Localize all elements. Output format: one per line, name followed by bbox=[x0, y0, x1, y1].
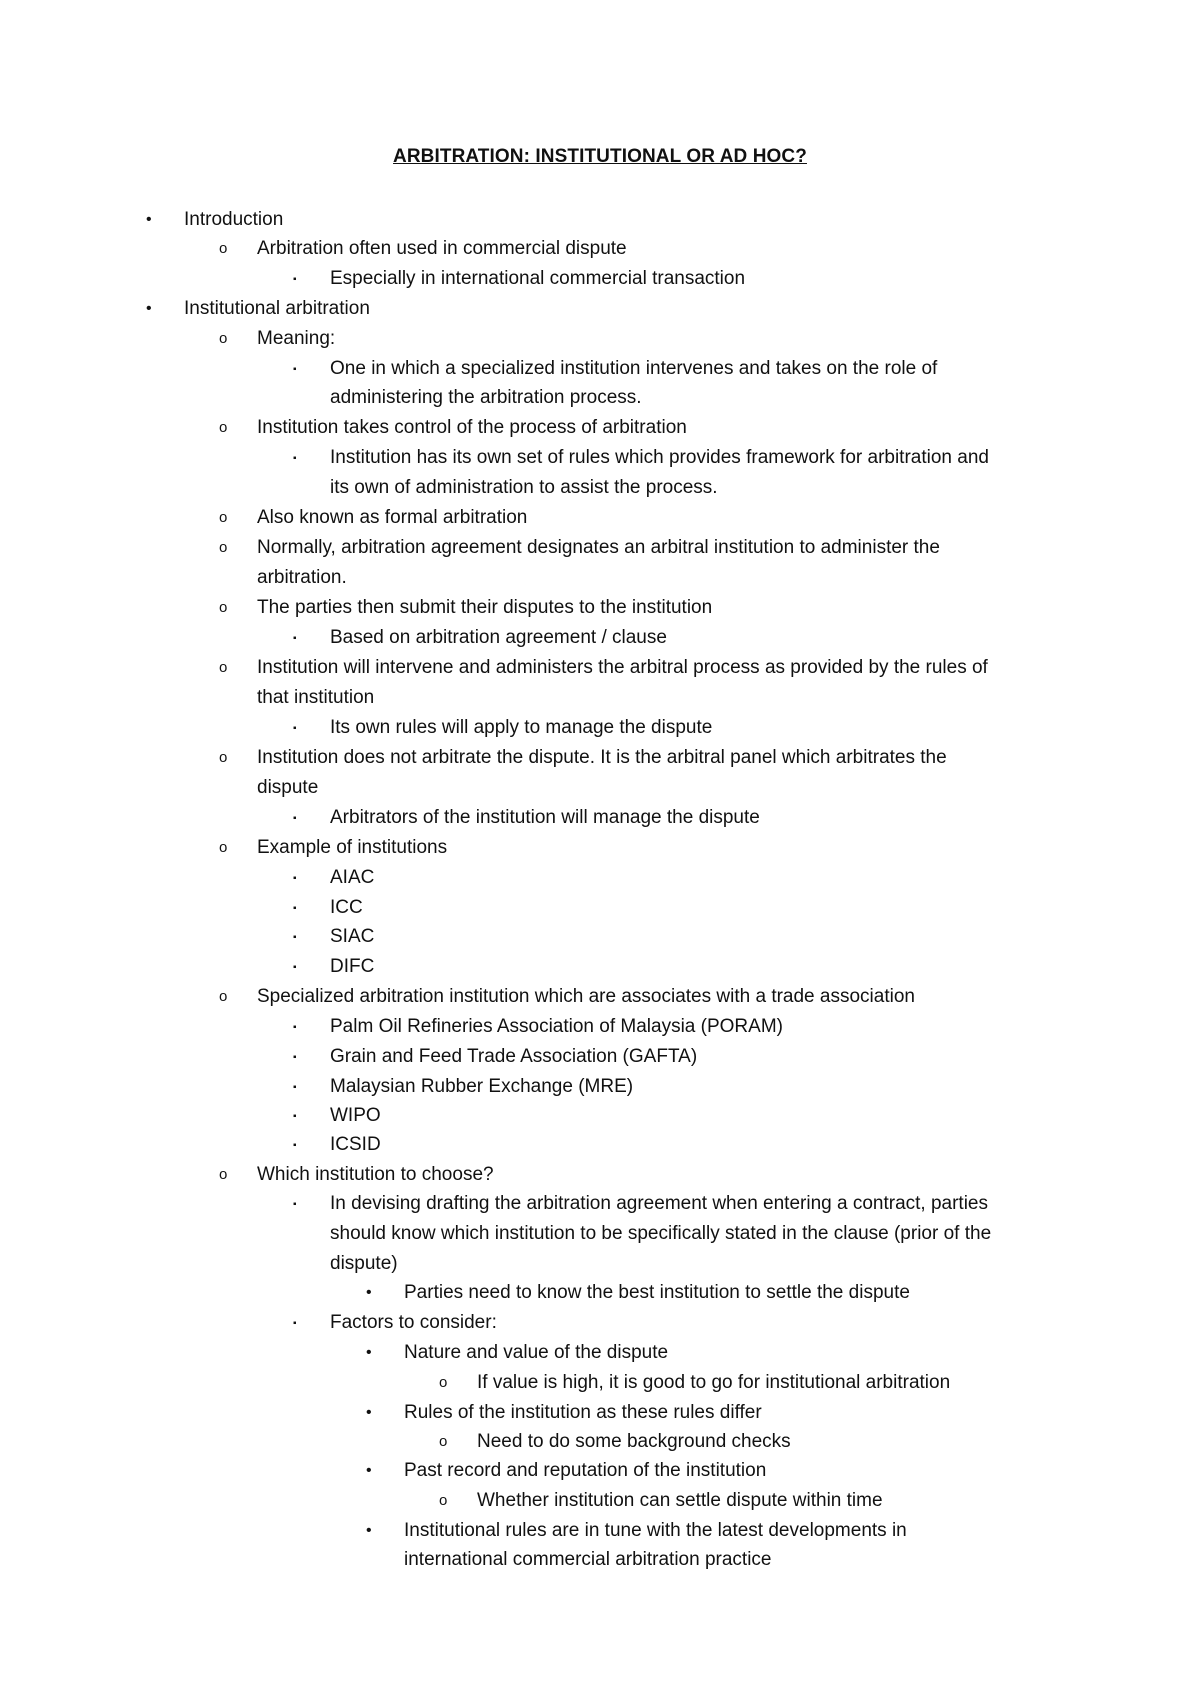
bullet-marker: ▪ bbox=[293, 873, 297, 884]
bullet-marker: ▪ bbox=[293, 1022, 297, 1033]
outline-text: Whether institution can settle dispute within time bbox=[477, 1490, 883, 1511]
outline-text: Need to do some background checks bbox=[477, 1431, 791, 1452]
bullet-marker: ▪ bbox=[293, 633, 297, 644]
bullet-marker: ▪ bbox=[293, 813, 297, 824]
bullet-marker: o bbox=[219, 659, 228, 676]
outline-text: The parties then submit their disputes to the institution bbox=[257, 597, 713, 618]
outline-text: Parties need to know the best institution to settle the dispute bbox=[404, 1282, 910, 1303]
outline-text: Institution does not arbitrate the dispute. It is the arbitral panel which arbitrates the bbox=[257, 747, 947, 768]
bullet-marker: o bbox=[219, 419, 228, 436]
outline-text: One in which a specialized institution intervenes and takes on the role of bbox=[330, 358, 938, 379]
outline-text: Malaysian Rubber Exchange (MRE) bbox=[330, 1076, 634, 1097]
bullet-marker: • bbox=[366, 1522, 372, 1539]
outline-text: Institutional arbitration bbox=[184, 298, 370, 319]
outline-text: Palm Oil Refineries Association of Malaysia (PORAM) bbox=[330, 1016, 783, 1037]
bullet-marker: ▪ bbox=[293, 1140, 297, 1151]
outline-text: administering the arbitration process. bbox=[330, 387, 642, 408]
outline-text: Based on arbitration agreement / clause bbox=[330, 627, 667, 648]
bullet-marker: ▪ bbox=[293, 903, 297, 914]
outline-text: Nature and value of the dispute bbox=[404, 1342, 669, 1363]
bullet-marker: ▪ bbox=[293, 1082, 297, 1093]
bullet-marker: ▪ bbox=[293, 962, 297, 973]
outline-text: Arbitrators of the institution will manage the dispute bbox=[330, 807, 760, 828]
bullet-marker: o bbox=[219, 599, 228, 616]
bullet-marker: • bbox=[366, 1344, 372, 1361]
outline-text: that institution bbox=[257, 687, 375, 708]
outline-text: should know which institution to be specifically stated in the clause (prior of the bbox=[330, 1223, 992, 1244]
outline-text: arbitration. bbox=[257, 567, 347, 588]
outline-text: international commercial arbitration practice bbox=[404, 1549, 772, 1570]
bullet-marker: ▪ bbox=[293, 1052, 297, 1063]
bullet-marker: ▪ bbox=[293, 1199, 297, 1210]
outline-text: Institutional rules are in tune with the latest developments in bbox=[404, 1520, 907, 1541]
bullet-marker: o bbox=[219, 330, 228, 347]
outline-text: Arbitration often used in commercial dispute bbox=[257, 238, 627, 259]
outline-text: ICC bbox=[330, 897, 363, 918]
bullet-marker: o bbox=[219, 539, 228, 556]
outline-text: Specialized arbitration institution which are associates with a trade association bbox=[257, 986, 915, 1007]
bullet-marker: ▪ bbox=[293, 274, 297, 285]
outline-text: Normally, arbitration agreement designates an arbitral institution to administer the bbox=[257, 537, 940, 558]
bullet-marker: o bbox=[219, 988, 228, 1005]
outline-text: Institution will intervene and administers the arbitral process as provided by the rules of bbox=[257, 657, 988, 678]
outline-text: Factors to consider: bbox=[330, 1312, 497, 1333]
bullet-marker: • bbox=[366, 1462, 372, 1479]
outline-text: DIFC bbox=[330, 956, 375, 977]
bullet-marker: o bbox=[219, 1166, 228, 1183]
bullet-marker: • bbox=[366, 1404, 372, 1421]
outline-text: its own of administration to assist the process. bbox=[330, 477, 718, 498]
bullet-marker: ▪ bbox=[293, 364, 297, 375]
outline-text: Past record and reputation of the institution bbox=[404, 1460, 767, 1481]
bullet-marker: o bbox=[219, 509, 228, 526]
bullet-marker: • bbox=[146, 211, 152, 228]
bullet-marker: • bbox=[366, 1284, 372, 1301]
outline-text: Its own rules will apply to manage the dispute bbox=[330, 717, 713, 738]
bullet-marker: ▪ bbox=[293, 723, 297, 734]
outline-text: dispute bbox=[257, 777, 319, 798]
outline-text: Institution has its own set of rules which provides framework for arbitration and bbox=[330, 447, 989, 468]
outline-text: Institution takes control of the process of arbitration bbox=[257, 417, 687, 438]
bullet-marker: • bbox=[146, 300, 152, 317]
bullet-marker: o bbox=[439, 1374, 448, 1391]
bullet-marker: o bbox=[219, 240, 228, 257]
outline-text: Introduction bbox=[184, 209, 284, 230]
bullet-marker: o bbox=[439, 1492, 448, 1509]
bullet-marker: ▪ bbox=[293, 932, 297, 943]
outline-text: Example of institutions bbox=[257, 837, 448, 858]
outline-text: SIAC bbox=[330, 926, 375, 947]
bullet-marker: ▪ bbox=[293, 1318, 297, 1329]
outline-text: Which institution to choose? bbox=[257, 1164, 494, 1185]
bullet-marker: o bbox=[219, 749, 228, 766]
bullet-marker: o bbox=[439, 1433, 448, 1450]
outline-text: Grain and Feed Trade Association (GAFTA) bbox=[330, 1046, 698, 1067]
document-title: ARBITRATION: INSTITUTIONAL OR AD HOC? bbox=[393, 146, 807, 167]
outline-text: AIAC bbox=[330, 867, 375, 888]
bullet-marker: o bbox=[219, 839, 228, 856]
outline-text: Especially in international commercial transaction bbox=[330, 268, 746, 289]
outline-text: In devising drafting the arbitration agreement when entering a contract, parties bbox=[330, 1193, 988, 1214]
bullet-marker: ▪ bbox=[293, 1111, 297, 1122]
outline-text: Also known as formal arbitration bbox=[257, 507, 528, 528]
outline-text: dispute) bbox=[330, 1253, 398, 1274]
outline-text: If value is high, it is good to go for institutional arbitration bbox=[477, 1372, 951, 1393]
outline-text: WIPO bbox=[330, 1105, 381, 1126]
outline-text: Meaning: bbox=[257, 328, 336, 349]
outline-text: ICSID bbox=[330, 1134, 381, 1155]
bullet-marker: ▪ bbox=[293, 453, 297, 464]
outline-text: Rules of the institution as these rules differ bbox=[404, 1402, 762, 1423]
